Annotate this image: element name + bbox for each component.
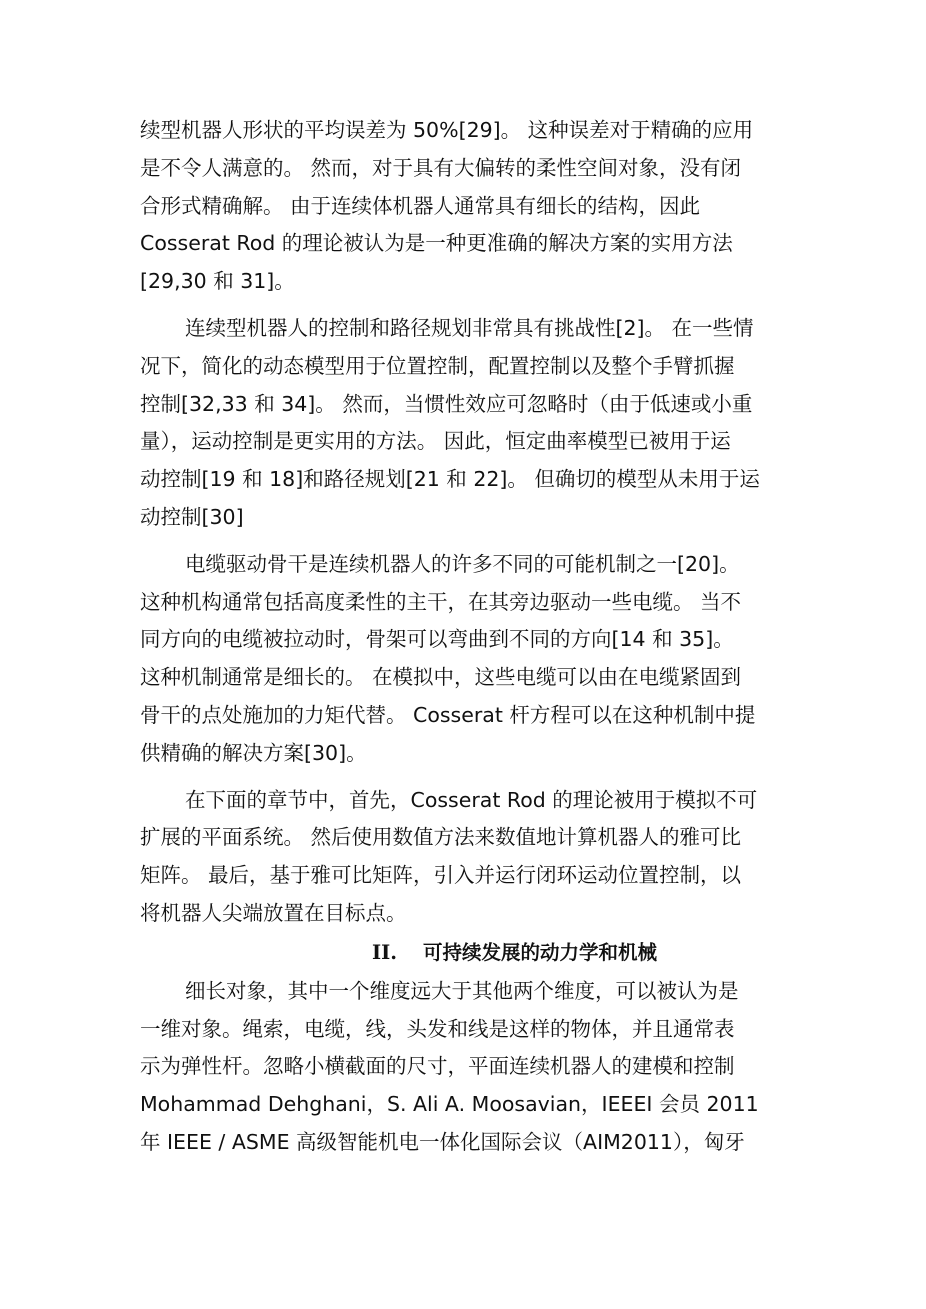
text-line: 同方向的电缆被拉动时，骨架可以弯曲到不同的方向[14 和 35]。: [140, 627, 734, 652]
text-line: 量），运动控制是更实用的方法。 因此，恒定曲率模型已被用于运: [140, 429, 731, 454]
section-title: 可持续发展的动力学和机械: [423, 940, 658, 964]
text-line: Mohammad Dehghani，S. Ali A. Moosavian，IEEEI 会员 2011: [140, 1092, 759, 1117]
text-line: 供精确的解决方案[30]。: [140, 740, 367, 765]
text-line: 这种机制通常是细长的。 在模拟中，这些电缆可以由在电缆紧固到: [140, 665, 742, 690]
text-line: 细长对象，其中一个维度远大于其他两个维度，可以被认为是: [185, 978, 739, 1003]
text-line: 骨干的点处施加的力矩代替。 Cosserat 杆方程可以在这种机制中提: [140, 702, 756, 727]
text-line: 电缆驱动骨干是连续机器人的许多不同的可能机制之一[20]。: [185, 551, 740, 576]
paragraph-4: [140, 782, 790, 933]
text-line: 将机器人尖端放置在目标点。: [140, 900, 407, 925]
paragraph-gap: [140, 301, 790, 310]
text-line: 连续型机器人的控制和路径规划非常具有挑战性[2]。 在一些情: [185, 315, 754, 340]
text-line: 动控制[19 和 18]和路径规划[21 和 22]。 但确切的模型从未用于运: [140, 467, 760, 492]
paragraph-2: [140, 310, 790, 537]
text-line: 矩阵。 最后，基于雅可比矩阵，引入并运行闭环运动位置控制，以: [140, 863, 742, 888]
section-heading: [140, 933, 790, 973]
paragraph-3: [140, 546, 790, 773]
section-number: II.: [372, 940, 398, 964]
text-line: 一维对象。绳索，电缆，线，头发和线是这样的物体，并且通常表: [140, 1016, 735, 1041]
text-line: 年 IEEE / ASME 高级智能机电一体化国际会议（AIM2011），匈牙: [140, 1129, 745, 1154]
text-line: 控制[32,33 和 34]。 然而，当惯性效应可忽略时（由于低速或小重: [140, 391, 753, 416]
text-line: 这种机构通常包括高度柔性的主干，在其旁边驱动一些电缆。 当不: [140, 589, 742, 614]
paragraph-gap: [140, 773, 790, 782]
text-line: 是不令人满意的。 然而，对于具有大偏转的柔性空间对象，没有闭: [140, 155, 742, 180]
text-line: [29,30 和 31]。: [140, 269, 295, 294]
paragraph-5: [140, 973, 790, 1162]
text-line: 合形式精确解。 由于连续体机器人通常具有细长的结构，因此: [140, 193, 701, 218]
text-line: 续型机器人形状的平均误差为 50%[29]。 这种误差对于精确的应用: [140, 118, 754, 142]
text-line: 动控制[30]: [140, 504, 244, 529]
text-line: 况下，简化的动态模型用于位置控制，配置控制以及整个手臂抓握: [140, 353, 735, 378]
text-line: 扩展的平面系统。 然后使用数值方法来数值地计算机器人的雅可比: [140, 825, 742, 850]
text-line: 在下面的章节中，首先，Cosserat Rod 的理论被用于模拟不可: [185, 787, 758, 812]
paragraph-1: [140, 112, 790, 301]
text-line: Cosserat Rod 的理论被认为是一种更准确的解决方案的实用方法: [140, 231, 733, 256]
text-line: 示为弹性杆。忽略小横截面的尺寸，平面连续机器人的建模和控制: [140, 1054, 735, 1079]
paragraph-gap: [140, 537, 790, 546]
document-page: [140, 112, 790, 1162]
